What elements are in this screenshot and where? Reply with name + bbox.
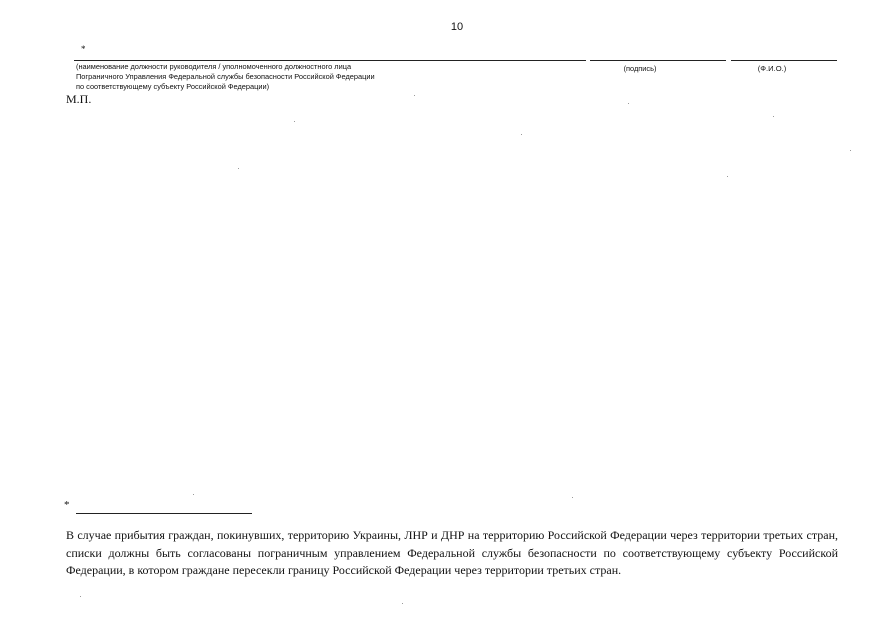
fio-line [731, 60, 837, 61]
scan-speck [193, 494, 194, 495]
scan-speck [850, 150, 851, 151]
scan-speck [773, 116, 774, 117]
footnote-text: В случае прибытия граждан, покинувших, территорию Украины, ЛНР и ДНР на территорию Российской Федерации через территории третьих стран, списки должны быть согласованы пограничным управлением Федеральной службы безопасности по соответствующему субъекту Российской Федерации, в котором граждане пересекли границу Российской Федерации через территории третьих стран. [66, 528, 838, 577]
scan-speck [402, 603, 403, 604]
page-number: 10 [450, 21, 464, 33]
scan-speck [294, 121, 295, 122]
scan-speck [727, 176, 728, 177]
footnote-rule [76, 513, 252, 514]
scan-speck [414, 95, 415, 96]
scan-speck [238, 168, 239, 169]
scan-speck [521, 134, 522, 135]
position-signature-line [74, 60, 586, 61]
scan-speck [80, 596, 81, 597]
signature-line [590, 60, 726, 61]
signature-asterisk: * [81, 44, 86, 54]
fio-caption: (Ф.И.О.) [757, 64, 787, 73]
stamp-place-label: М.П. [66, 92, 92, 106]
signature-caption: (подпись) [623, 64, 657, 73]
footnote-asterisk: * [64, 499, 70, 511]
scan-speck [628, 103, 629, 104]
position-caption: (наименование должности руководителя / уполномоченного должностного лица Пограничного Управления Федеральной службы безопасности Российской Федерации по соответствующему субъекту Российской Федерации) [76, 62, 375, 92]
scan-speck [572, 497, 573, 498]
